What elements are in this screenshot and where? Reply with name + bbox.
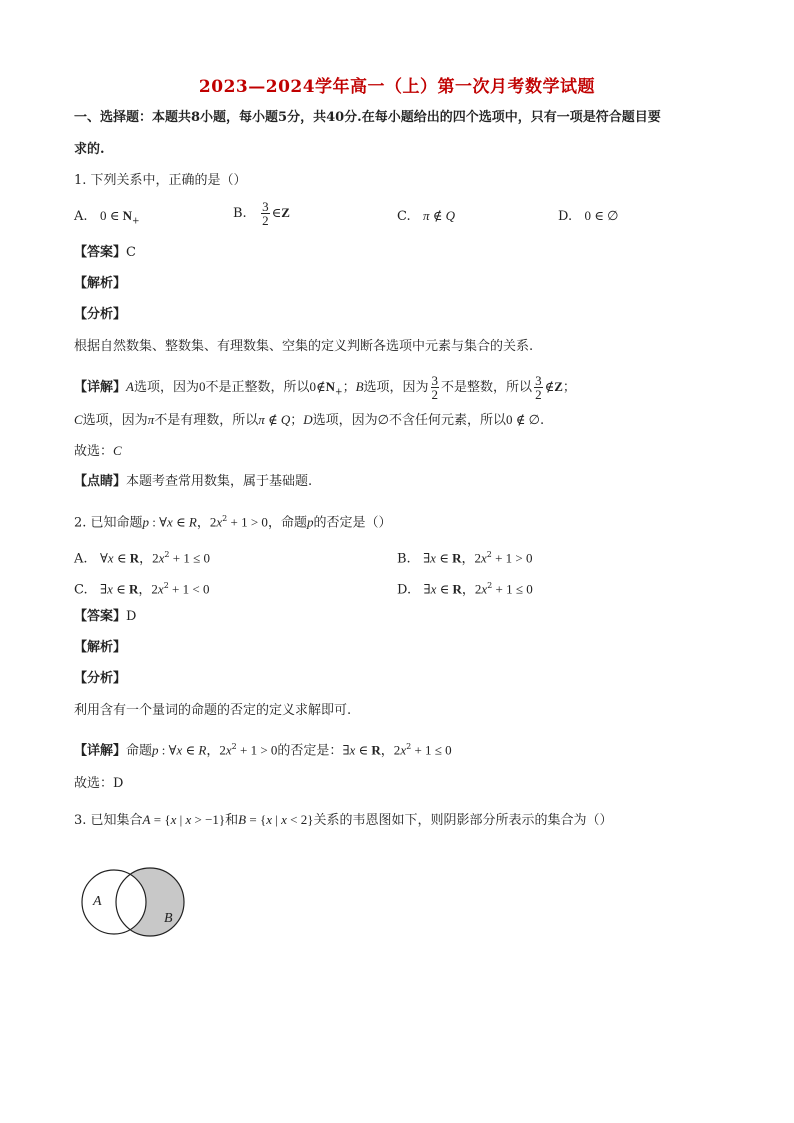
q1-answer-value: C [126,245,136,260]
q3-stem-text1: 3. 已知集合 [74,813,143,828]
q1-option-c: C. π ∉ Q [397,208,456,224]
q1-option-d-label: D. [558,209,573,224]
q1-analysis-tag: 【解析】 [74,276,127,291]
q1-comment [74,472,312,492]
q1-detail-d-text2: 不含任何元素，所以 [389,413,507,428]
q1-option-b: B. $\frac{3}{2}$ ∈Z [233,199,290,228]
venn-label-a: A [93,894,102,909]
q1-detail-b-text2: 不是整数，所以 [441,380,533,395]
section-heading-line2: 求的. [74,142,105,157]
q2-stem-text2: ，命题 [267,515,307,531]
q1-detail-a-text1: 选项，因为 [133,380,199,395]
q1-detail-a-text2: 不是正整数，所以 [205,380,310,395]
q2-option-a: A. ∀x ∈ R，$2x^2 + 1 \le 0$ [74,550,210,567]
q1-detail-d-text1: 选项，因为 [312,413,378,428]
q1-choose-value: C [113,443,122,458]
q1-detail-c-text2: 不是有理数，所以 [154,413,259,428]
document-title: 2023—2024学年高一（上）第一次月考数学试题 [198,77,596,97]
question-2-stem: 2. 已知命题p : ∀x ∈ R，$2x^2 + 1 > 0$，命题p的否定是（） [74,514,392,531]
q3-stem-text3: 关系的韦恩图如下，则阴影部分所表示的集合为（） [313,813,613,828]
q2-option-a-label: A. [74,551,88,567]
question-3-stem: 3. 已知集合A = {x | x > −1}和B = {x | x < 2}关系的韦恩图如下，则阴影部分所表示的集合为（） [74,812,613,828]
q1-fenxi-text: 根据自然数集、整数集、有理数集、空集的定义判断各选项中元素与集合的关系. [74,339,534,354]
q2-answer-value: D [126,609,137,624]
q1-option-a-label: A. [74,209,88,224]
q2-option-c: C. ∃x ∈ R，$2x^2 + 1 < 0$ [74,581,210,598]
section-heading-line1: 一、选择题：本题共8小题，每小题5分，共40分.在每小题给出的四个选项中，只有一项是符合题目要 [74,110,661,125]
q2-option-c-label: C. [74,582,88,598]
q1-detail-tag: 【详解】 [74,380,127,395]
q2-option-b: B. ∃x ∈ R，$2x^2 + 1 > 0$ [397,550,533,567]
q1-answer-tag: 【答案】 [74,245,127,260]
q1-choose-label: 故选： [74,444,114,459]
q2-option-d: D. ∃x ∈ R，$2x^2 + 1 \le 0$ [397,581,533,598]
q1-option-c-label: C. [397,209,411,224]
venn-diagram [78,862,190,942]
q2-stem-text3: 的否定是（） [313,515,392,531]
q2-fenxi-tag: 【分析】 [74,671,127,686]
q1-detail-b-text1: 选项，因为 [363,380,429,395]
q2-stem-text1: 2. 已知命题 [74,515,143,531]
q2-choose [74,774,123,794]
q1-comment-tag: 【点睛】 [74,474,127,489]
q1-comment-text: 本题考查常用数集，属于基础题. [126,474,313,489]
q1-fenxi-tag: 【分析】 [74,307,127,322]
q2-option-b-label: B. [397,551,411,567]
q2-choose-label: 故选： [74,776,114,791]
q1-answer [74,243,136,263]
q2-analysis-tag: 【解析】 [74,640,127,655]
q1-detail-c-text1: 选项，因为 [82,413,148,428]
q2-answer [74,607,136,627]
q1-option-b-label: B. [233,206,247,221]
q2-choose-value: D [113,776,124,791]
q1-option-d: D. 0 ∈ ∅ [558,208,619,224]
question-1-stem: 1. 下列关系中，正确的是（） [74,173,247,188]
q1-detail-line1: 【详解】A选项，因为0不是正整数，所以$0\notin N_+$；B选项，因为 $\frac{3}{2}$ 不是整数，所以 $\frac{3}{2}$ ∉Z； [74,373,576,402]
venn-label-b: B [164,911,173,926]
q2-detail-tag: 【详解】 [74,743,127,759]
q1-choose [74,441,122,462]
q2-detail-text2: 的否定是： [277,743,343,759]
q2-answer-tag: 【答案】 [74,609,127,624]
q2-detail: 【详解】命题p : ∀x ∈ R，$2x^2 + 1 > 0$的否定是：∃x ∈ R，$2x^2 + 1 \le 0$ [74,742,452,759]
q3-stem-text2: 和 [225,813,239,828]
q2-detail-text1: 命题 [126,743,153,759]
q1-detail-line2: C选项，因为π不是有理数，所以π ∉ Q；D选项，因为∅不含任何元素，所以0 ∉ ∅. [74,412,545,428]
q1-option-a: A. 0 ∈ $N_+$ [74,208,140,227]
q2-fenxi-text: 利用含有一个量词的命题的否定的定义求解即可. [74,703,352,718]
q2-option-d-label: D. [397,582,412,598]
